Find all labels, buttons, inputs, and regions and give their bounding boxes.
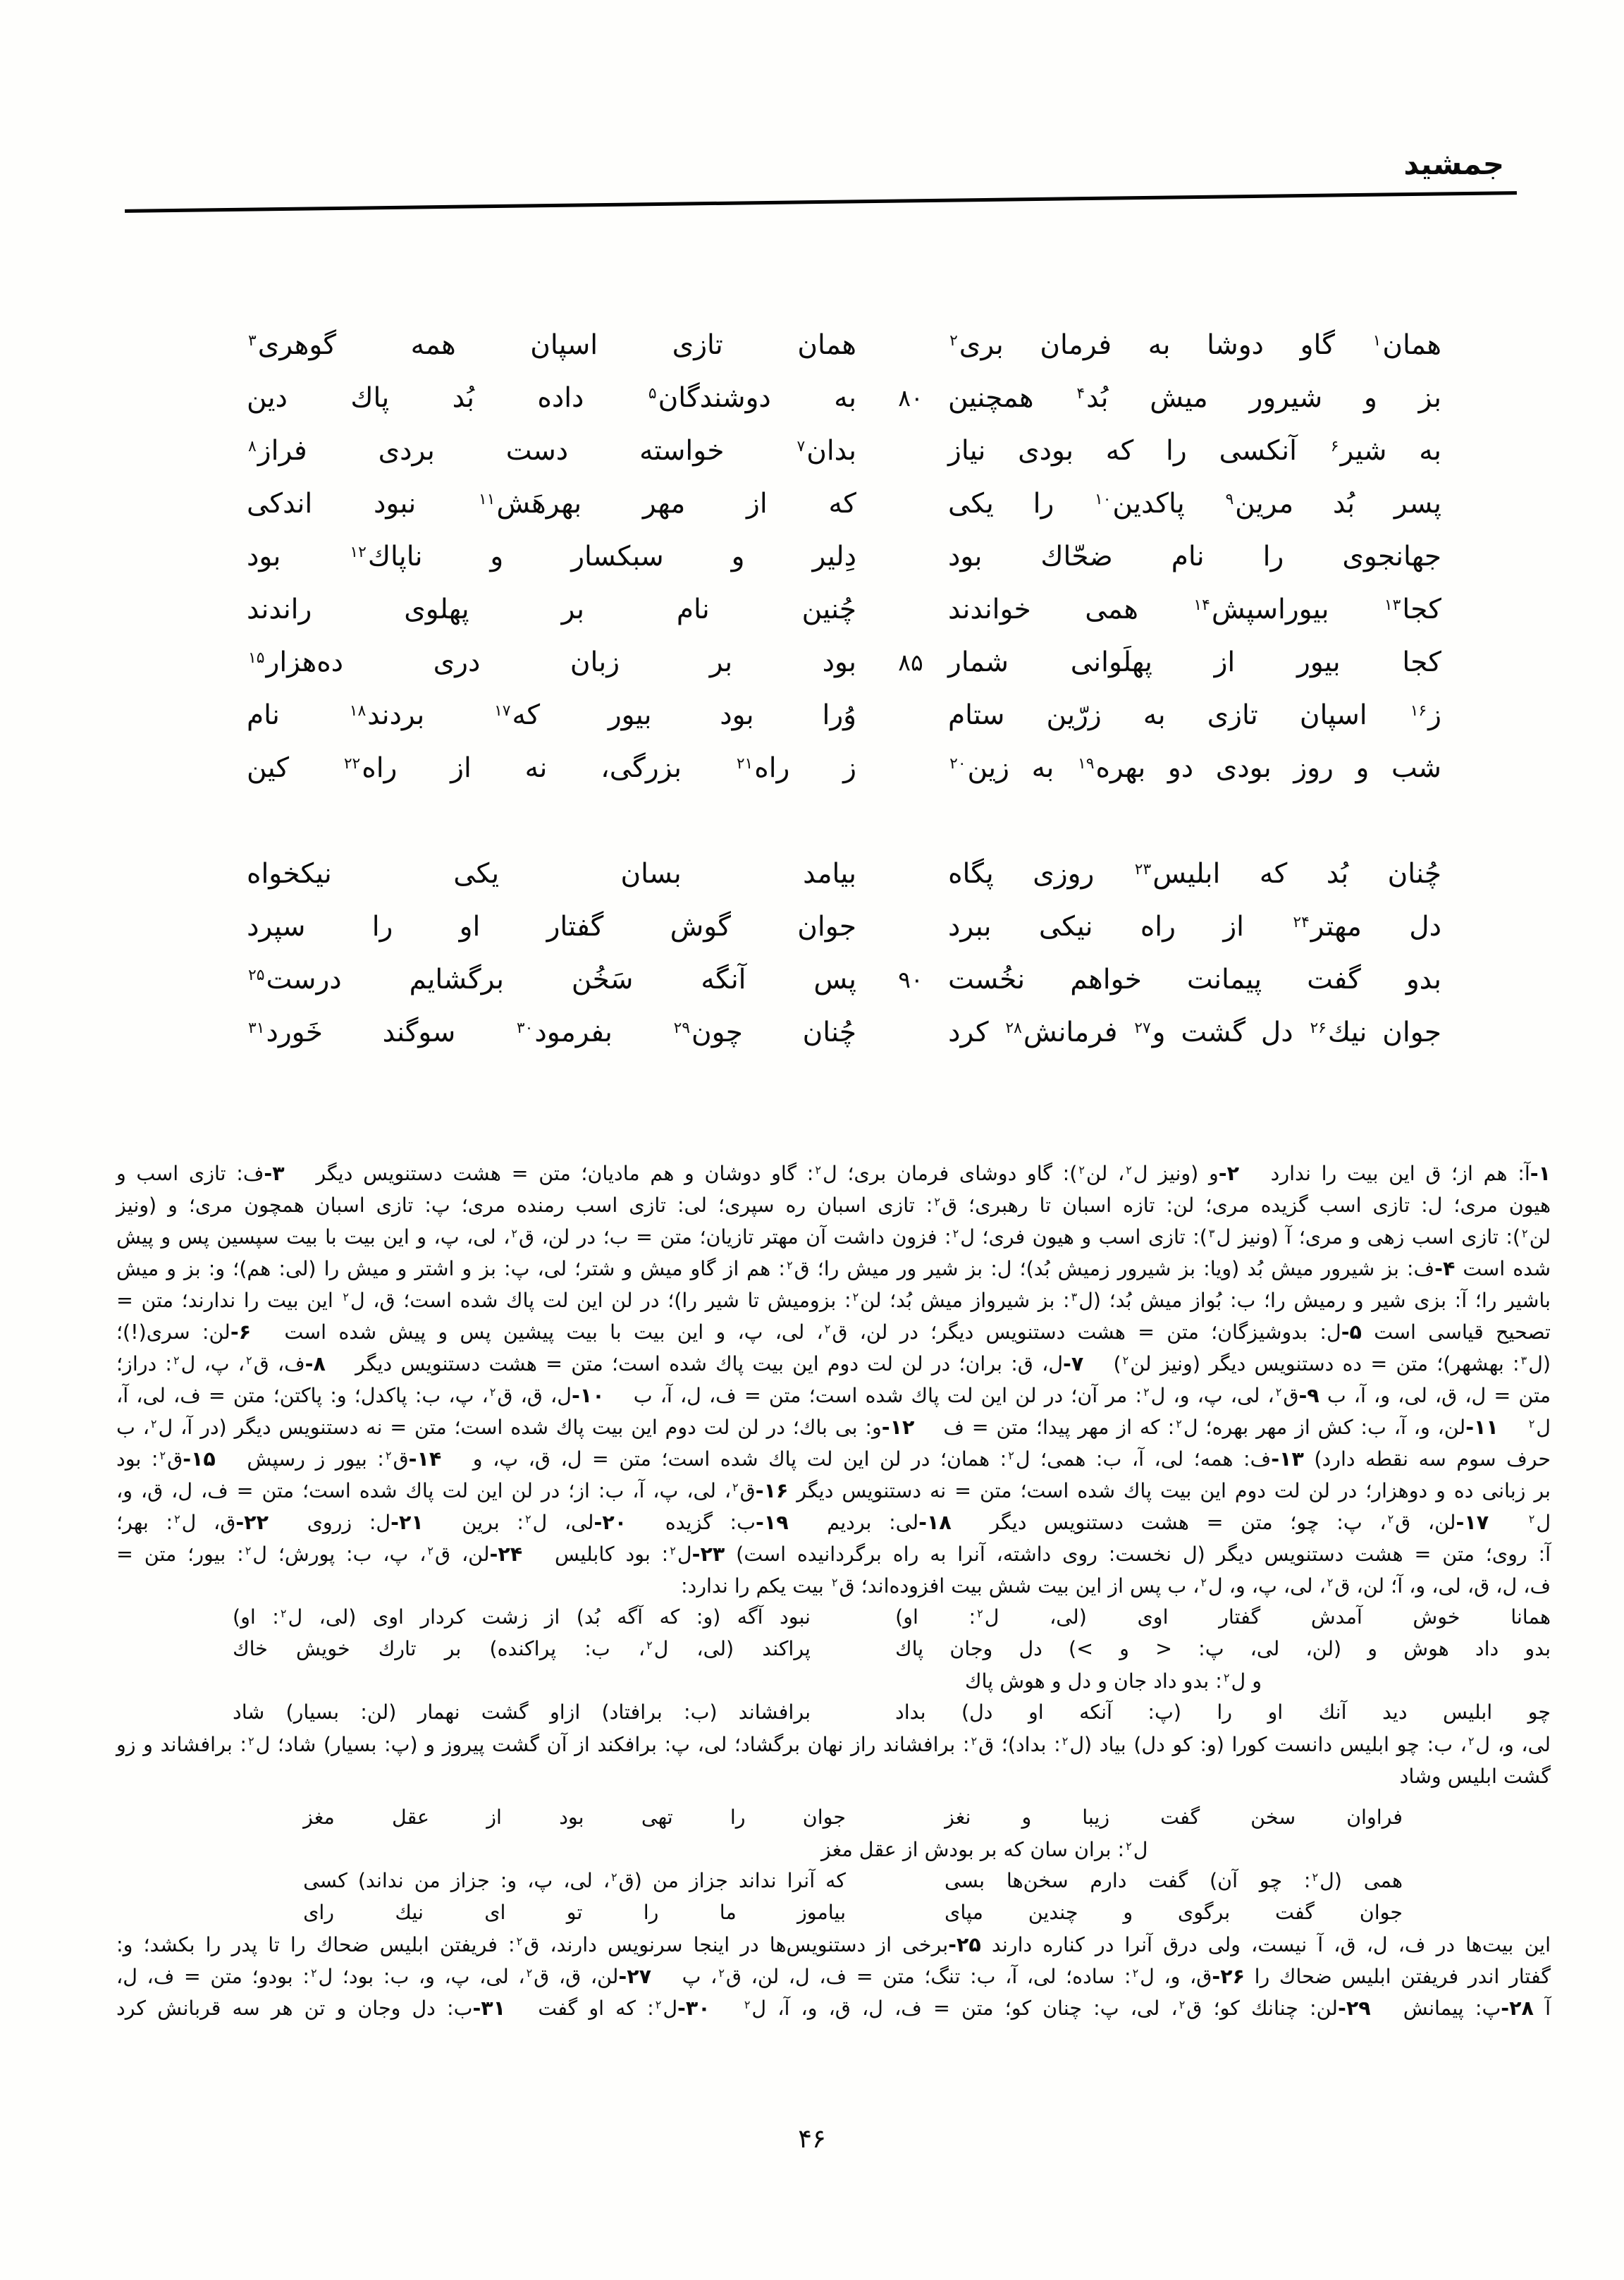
footnote-marker: ۴ [1076, 385, 1085, 403]
footnote-marker: ۲ [489, 1385, 496, 1399]
apparatus-note-number: ۱۱- [1465, 1416, 1499, 1439]
critical-apparatus [116, 1158, 1551, 2024]
footnote-marker: ۲ [245, 1544, 252, 1558]
verse-row [0, 847, 1624, 900]
apparatus-note-number: ۲۶- [1212, 1965, 1245, 1988]
footnote-marker: ۲ [934, 1195, 940, 1209]
footnote-marker: ۲ [815, 1163, 821, 1177]
hemistich-second: وُرا بود بیور که$^{۱۷}$ بردند$^{۱۸}$ نام [247, 699, 856, 731]
footnote-marker: ۲ [1387, 1512, 1394, 1526]
variant-hemistich-first: بدو داد هوش و (لن، لی، پ: < و >) دل وجان پاك [895, 1637, 1551, 1661]
verse-number: ۸۵ [898, 649, 923, 676]
apparatus-note-number: ۱۰- [571, 1384, 605, 1407]
apparatus-line: لی، و، ل$^۲$، ب: چو ابلیس دانست کورا (و: کو دل) بیاد (ل$^۲$: بداد)؛ ق$^۲$: برافشاند راز نهان برگشاد؛ لی، پ: برافکند از آن گشت پیروز و (پ: بسیار) شاد؛ ل$^۲$: برافشاند و زو [116, 1733, 1551, 1756]
apparatus-note-number: ۶- [230, 1320, 252, 1344]
apparatus-line: ل$^۲$ ۱۷-لن، ق$^۲$، پ: چو؛ متن = هشت دستنویس دیگر ۱۸-لی: بردیم ۱۹-ب: گزیده ۲۰-لی، ل$^۲$: برین ۲۱-ل: زروی ۲۲-ق، ل$^۲$: بهر؛ [116, 1511, 1551, 1534]
hemistich-second: بیامد بسان یکی نیکخواه [247, 858, 856, 890]
apparatus-note-number: ۱- [1530, 1162, 1551, 1185]
hemistich-first: جوان نیك$^{۲۶}$ دل گشت و$^{۲۷}$ فرمانش$^{۲۸}$ کرد [948, 1017, 1441, 1048]
verse-row [0, 319, 1624, 372]
apparatus-note-number: ۱۴- [408, 1447, 442, 1471]
footnote-marker: ۲ [1468, 1734, 1475, 1748]
apparatus-indent-line: ل$^۲$: بران سان که بر بودش از عقل مغز [821, 1838, 1148, 1861]
apparatus-line: باشیر را؛ آ: بزی شیر و رمیش را؛ ب: بُواز میش بُد؛ (ل$^۳$: بز شیرواز میش بُد؛ لن$^۲$: بزومیش تا شیر را)؛ در لن این لت پاك شده است؛ ق، ل$^۲$ این بیت را ندارند؛ متن = [116, 1289, 1551, 1312]
header-rule [125, 191, 1517, 213]
verse-row [0, 953, 1624, 1006]
footnote-marker: ۳۰ [516, 1019, 534, 1037]
footnote-marker: ۵ [648, 385, 657, 403]
footnote-marker: ۳ [1520, 1354, 1527, 1368]
verse-row [0, 530, 1624, 583]
footnote-marker: ۲۱ [736, 755, 753, 773]
footnote-marker: ۲ [646, 1638, 653, 1653]
apparatus-note-number: ۱۲- [881, 1416, 915, 1439]
variant-hemistich-second: پراکند (لی، ل$^۲$، ب: پراکنده) بر تارك خویش خاك [233, 1637, 811, 1661]
hemistich-first: جهانجوی را نام ضحّاك بود [948, 541, 1441, 572]
apparatus-line: ف، ل، ق، لی، و، آ؛ لن، ق$^۲$، لی، پ، و، ل$^۲$، ب پس از این بیت شش بیت افزوده‌اند؛ ق$^۲$ بیت یکم را ندارد: [680, 1574, 1551, 1598]
footnote-marker: ۲ [1143, 1385, 1150, 1399]
footnote-marker: ۲ [977, 1607, 983, 1621]
verse-row [0, 424, 1624, 477]
apparatus-note-number: ۱۵- [183, 1447, 216, 1471]
footnote-marker: ۲ [516, 1935, 523, 1949]
apparatus-note-number: ۵- [1341, 1320, 1362, 1344]
apparatus-line: ل$^۲$ ۱۱-لن، و، آ، ب: کش از مهر بهره؛ ل$^۲$: که از مهر پیدا؛ متن = ف ۱۲-و: بی باك؛ در لن لت دوم این بیت پاك شده است؛ متن = نه دستنویس دیگر (در آ، ل$^۲$، ب [116, 1416, 1551, 1439]
footnote-marker: ۲ [831, 1576, 838, 1590]
apparatus-line: لن$^۲$): تازی اسب زهی و مری؛ آ (ونیز ل$^۳$): تازی اسب و هیون فری؛ ل$^۲$: فزون داشت آن مهتر تازیان؛ متن = ب؛ در لن، ق$^۲$، لی، پ، و این بیت با بیت سپسین پس و پیش [116, 1225, 1551, 1249]
hemistich-second: چُنان چون$^{۲۹}$ بفرمود$^{۳۰}$ سوگند خَورد$^{۳۱}$ [248, 1017, 856, 1048]
apparatus-line: متن = ل، ق، لی، و، آ، ب ۹-ق$^۲$، لی، پ، و، ل$^۲$: مر آن؛ در لن این لت پاك شده است؛ متن = ف، ل، آ، ب ۱۰-ل، ق، ق$^۲$، پ، ب: پاکدل؛ و: پاکتن؛ متن = ف، لی، آ، [116, 1384, 1551, 1407]
footnote-marker: ۲ [310, 1966, 317, 1980]
footnote-marker: ۲ [1132, 1966, 1139, 1980]
hemistich-second: همان تازی اسپان همه گوهری$^۳$ [248, 329, 856, 361]
verse-row [0, 742, 1624, 795]
footnote-marker: ۲ [824, 1322, 831, 1336]
footnote-marker: ۸ [248, 438, 257, 455]
footnote-marker: ۲۲ [343, 755, 361, 773]
verse-row [0, 900, 1624, 953]
apparatus-note-number: ۲۹- [1337, 1997, 1371, 2020]
footnote-marker: ۲ [852, 1290, 859, 1304]
footnote-marker: ۲ [343, 1290, 349, 1304]
footnote-marker: ۷ [796, 438, 806, 455]
apparatus-note-number: ۳- [264, 1162, 285, 1185]
variant-hemistich-second: برافشاند (ب: برافتاد) ازاو گشت نهمار (لن: بسیار) شاد [233, 1700, 811, 1724]
footnote-marker: ۲ [1200, 1576, 1207, 1590]
apparatus-variant-verse [116, 1634, 1551, 1665]
footnote-marker: ۳ [1071, 1290, 1078, 1304]
footnote-marker: ۲ [174, 1512, 180, 1526]
apparatus-note-number: ۲۳- [691, 1543, 725, 1566]
footnote-marker: ۱۴ [1193, 596, 1210, 614]
hemistich-first: بز و شیرور میش بُد$^۴$ همچنین [948, 382, 1441, 414]
footnote-marker: ۲ [718, 1966, 725, 1980]
footnote-marker: ۲ [1327, 1576, 1334, 1590]
verse-row [0, 477, 1624, 530]
footnote-marker: ۲ [952, 1227, 959, 1241]
footnote-marker: ۲ [1528, 1417, 1535, 1431]
footnote-marker: ۲۸ [1005, 1019, 1022, 1037]
apparatus-variant-verse [116, 1802, 1551, 1834]
footnote-marker: ۲ [1179, 1998, 1186, 2012]
apparatus-line: بر زبانی ده و دوهزار؛ در لن لت دوم این بیت پاك شده است؛ متن = نه دستنویس دیگر ۱۶-ق$^۲$، لی، پ، آ، ب: از؛ در لن این لت پاك شده است؛ متن = ف، ل، ق، و، [116, 1479, 1551, 1502]
footnote-marker: ۲ [744, 1998, 751, 2012]
verse-number: ۹۰ [898, 966, 923, 993]
verse-row [0, 1006, 1624, 1059]
verse-row [0, 689, 1624, 742]
footnote-marker: ۲ [1275, 1385, 1282, 1399]
apparatus-line: ۱-آ: هم از؛ ق این بیت را ندارد ۲-و (ونیز ل$^۲$، لن$^۲$): گاو دوشای فرمان بری؛ ل$^۲$: گاو دوشان و هم مادیان؛ متن = هشت دستنویس دیگر ۳-ف: تازی اسب و [116, 1162, 1551, 1185]
footnote-marker: ۹ [1225, 491, 1234, 508]
apparatus-note-number: ۱۸- [918, 1511, 952, 1534]
footnote-marker: ۱۳ [1384, 596, 1401, 614]
apparatus-line: گفتار اندر فریفتن ابلیس ضحاك را ۲۶-ق، و، ل$^۲$: ساده؛ لی، آ، ب: تنگ؛ متن = ف، ل، لن، ق$^۲$، پ ۲۷-لن، ق، ق$^۲$، لی، پ، و، ب: بود؛ ل$^۲$: بودو؛ متن = ف، ل، [116, 1965, 1551, 1988]
footnote-marker: ۲ [786, 1258, 793, 1273]
footnote-marker: ۱۹ [1078, 755, 1095, 773]
hemistich-second: دِلیر و سبکسار و ناپاك$^{۱۲}$ بود [247, 541, 856, 572]
apparatus-variant-verse [116, 1697, 1551, 1729]
variant-hemistich-first: چو ابلیس دید آنك او را (پ: آنکه او دل) بداد [895, 1700, 1551, 1724]
footnote-marker: ۲ [1126, 1839, 1132, 1853]
footnote-marker: ۲ [1223, 1671, 1230, 1685]
apparatus-note-number: ۱۹- [755, 1511, 789, 1534]
apparatus-variant-verse [116, 1602, 1551, 1634]
footnote-marker: ۱۰ [1094, 491, 1112, 508]
footnote-marker: ۲ [1122, 1354, 1129, 1368]
footnote-marker: ۲ [670, 1544, 676, 1558]
apparatus-note-number: ۷- [1063, 1352, 1084, 1375]
apparatus-line: شده است ۴-ف: بز شیرور میش بُد (ویا: بز شیرور زمیش بُد)؛ ل: بز شیر ور میش را؛ ق$^۲$: هم از گاو میش و شتر؛ لی، پ: بز و اشتر و میش را (لی: هم)؛ و: بز و میش [116, 1257, 1551, 1280]
verse-number: ۸۰ [898, 384, 923, 412]
footnote-marker: ۳ [1208, 1227, 1215, 1241]
hemistich-second: که از مهر بهرهَش$^{۱۱}$ نبود اندکی [247, 488, 856, 520]
hemistich-second: چُنین نام بر پهلوی راندند [247, 594, 856, 625]
apparatus-note-number: ۱۶- [755, 1479, 789, 1502]
apparatus-line: آ ۲۸-پ: پیمانش ۲۹-لن: چنانك کو؛ ق$^۲$، لی، پ: چنان کو؛ متن = ف، ل، ق، و، آ، ل$^۲$ ۳۰-ل$^۲$: که او گفت ۳۱-ب: دل وجان و تن هر سه قربانش کرد [116, 1997, 1551, 2020]
footnote-marker: ۲۴ [1293, 914, 1310, 931]
footnote-marker: ۲ [1176, 1417, 1182, 1431]
apparatus-line: آ: روی؛ متن = هشت دستنویس دیگر (ل نخست: روی داشته، آنرا به راه برگردانیده است) ۲۳-ل$^۲$: بود کابلیس ۲۴-لن، ق$^۲$، پ، ب: پورش؛ ل$^۲$: بیور؛ متن = [116, 1543, 1551, 1566]
apparatus-note-number: ۱۳- [1271, 1447, 1304, 1471]
apparatus-line: این بیت‌ها در ف، ل، ق، آ نیست، ولی درق آنرا در کناره دارند ۲۵-برخی از دستنویس‌ها در اینجا سرنویس دارند، ق$^۲$: فریفتن ابلیس ضحاك را تا پدر را بکشد؛ و: [116, 1933, 1551, 1956]
footnote-marker: ۲ [511, 1227, 517, 1241]
variant-hemistich-second: جوان را تهی بود از عقل مغز [303, 1806, 846, 1829]
hemistich-first: همان$^۱$ گاو دوشا به فرمان بری$^۲$ [949, 329, 1441, 361]
footnote-marker: ۲ [159, 1449, 166, 1463]
footnote-marker: ۲ [385, 1449, 392, 1463]
verse-row [0, 372, 1624, 424]
footnote-marker: ۱۸ [349, 702, 367, 720]
footnote-marker: ۲ [1528, 1512, 1535, 1526]
page-number: ۴۶ [798, 2123, 826, 2154]
footnote-marker: ۲ [1126, 1163, 1132, 1177]
hemistich-first: دل مهتر$^{۲۴}$ از راه نیکی ببرد [948, 911, 1441, 943]
footnote-marker: ۲ [173, 1354, 180, 1368]
apparatus-variant-verse [116, 1897, 1551, 1929]
poetry-section [0, 319, 1624, 1059]
footnote-marker: ۱۷ [494, 702, 511, 720]
apparatus-line: تصحیح قیاسی است ۵-ل: بدوشیزگان؛ متن = هشت دستنویس دیگر؛ در لن، ق$^۲$، لی، پ، و این بیت با بیت پیشین پس و پیش شده است ۶-لن: سری(!)؛ [116, 1320, 1551, 1344]
footnote-marker: ۲۶ [1310, 1019, 1327, 1037]
apparatus-note-number: ۸- [304, 1352, 326, 1375]
footnote-marker: ۱ [1372, 332, 1382, 350]
hemistich-second: بدان$^۷$ خواسته دست بردی فراز$^۸$ [248, 435, 856, 467]
footnote-marker: ۲ [1008, 1449, 1014, 1463]
apparatus-note-number: ۲- [1218, 1162, 1239, 1185]
hemistich-first: بدو گفت پیمانت خواهم نخُست [948, 964, 1441, 995]
apparatus-note-number: ۳۱- [472, 1997, 506, 2020]
apparatus-note-number: ۲۱- [390, 1511, 424, 1534]
footnote-marker: ۳ [248, 332, 257, 350]
footnote-marker: ۲۰ [949, 755, 966, 773]
apparatus-indent-line: و ل$^۲$: بدو داد جان و دل و هوش پاك [965, 1669, 1262, 1693]
footnote-marker: ۱۵ [248, 649, 265, 667]
apparatus-line: (ل$^۳$: بهشهر)؛ متن = ده دستنویس دیگر (ونیز لن$^۲$) ۷-ل، ق: بران؛ در لن لت دوم این بیت پاك شده است؛ متن = هشت دستنویس دیگر ۸-ف، ق$^۲$، پ، ل$^۲$: دراز؛ [116, 1352, 1551, 1375]
hemistich-second: بود بر زبان دری ده‌هزار$^{۱۵}$ [248, 646, 856, 678]
footnote-marker: ۲۳ [1134, 861, 1152, 878]
hemistich-second: جوان گوش گفتار او را سپرد [247, 911, 856, 943]
apparatus-note-number: ۲۲- [235, 1511, 269, 1534]
footnote-marker: ۲ [248, 1734, 254, 1748]
footnote-marker: ۶ [1330, 438, 1339, 455]
footnote-marker: ۲ [611, 1870, 617, 1884]
variant-hemistich-second: نبود آگه (و: که آگه بُد) از زشت کردار اوی (لی، ل$^۲$: او) [233, 1605, 811, 1629]
verse-row [0, 583, 1624, 636]
apparatus-line: هیون مری؛ ل: تازی اسب گزیده مری؛ لن: تازه اسبان تا رهبری؛ ق$^۲$: تازی اسبان ره سپری؛ لی: تازی اسب رمنده مری؛ پ: تازی اسبان همچون مری؛ و (ونیز [116, 1194, 1551, 1217]
hemistich-first: کجا بیور از پهلَوانی شمار [948, 646, 1441, 678]
hemistich-second: ز راه$^{۲۱}$ بزرگی، نه از راه$^{۲۲}$ کین [247, 752, 856, 784]
footnote-marker: ۲ [655, 1998, 662, 2012]
apparatus-variant-verse [116, 1865, 1551, 1897]
variant-hemistich-first: همانا خوش آمدش گفتار اوی (لی، ل$^۲$: او) [895, 1605, 1551, 1629]
running-header-title: جمشید [1403, 147, 1504, 181]
apparatus-note-number: ۳۰- [677, 1997, 710, 2020]
apparatus-note-number: ۲۸- [1501, 1997, 1534, 2020]
footnote-marker: ۲ [150, 1417, 157, 1431]
verse-row [0, 636, 1624, 689]
hemistich-first: چُنان بُد که ابلیس$^{۲۳}$ روزی پگاه [948, 858, 1441, 890]
hemistich-first: شب و روز بودی دو بهره$^{۱۹}$ به زین$^{۲۰}$ [949, 752, 1441, 784]
footnote-marker: ۳۱ [248, 1019, 265, 1037]
footnote-marker: ۲ [524, 1512, 531, 1526]
footnote-marker: ۲ [427, 1544, 433, 1558]
hemistich-first: پسر بُد مرین$^۹$ پاکدین$^{۱۰}$ را یکی [948, 488, 1441, 520]
footnote-marker: ۲ [280, 1607, 287, 1621]
footnote-marker: ۲۹ [673, 1019, 691, 1037]
apparatus-note-number: ۲۴- [489, 1543, 523, 1566]
apparatus-note-number: ۲۷- [618, 1965, 652, 1988]
hemistich-second: پس آنگه سَخُن برگشایم درست$^{۲۵}$ [248, 964, 856, 995]
footnote-marker: ۱۶ [1410, 702, 1427, 720]
footnote-marker: ۲ [971, 1734, 978, 1748]
footnote-marker: ۱۱ [478, 491, 496, 508]
variant-hemistich-first: فراوان سخن گفت زیبا و نغز [945, 1806, 1403, 1829]
apparatus-note-number: ۹- [1298, 1384, 1320, 1407]
apparatus-note-number: ۲۵- [948, 1933, 981, 1956]
variant-hemistich-second: بیاموز ما را تو ای نیك رای [303, 1901, 846, 1925]
apparatus-note-number: ۱۷- [1456, 1511, 1489, 1534]
hemistich-first: به شیر$^۶$ آنکسی را که بودی نیاز [948, 435, 1441, 467]
variant-hemistich-second: که آنرا نداند جزاز من (ق$^۲$، لی، پ، و: جزاز من نداند) کسی [303, 1869, 846, 1893]
footnote-marker: ۲۷ [1134, 1019, 1151, 1037]
apparatus-indent-line: گشت ابلیس وشاد [1399, 1765, 1551, 1788]
apparatus-note-number: ۴- [1434, 1257, 1456, 1280]
hemistich-first: کجا$^{۱۳}$ بیوراسپش$^{۱۴}$ همی خواندند [948, 594, 1441, 625]
footnote-marker: ۲ [246, 1354, 252, 1368]
apparatus-line: حرف سوم سه نقطه دارد) ۱۳-ف: همه؛ لی، آ، ب: همی؛ ل$^۲$: همان؛ در لن این لت پاك شده است؛ متن = ل، ق، پ، و ۱۴-ق$^۲$: بیور ز رسپش ۱۵-ق$^۲$: بود [116, 1447, 1551, 1471]
footnote-marker: ۲ [1062, 1734, 1069, 1748]
footnote-marker: ۲ [526, 1966, 533, 1980]
footnote-marker: ۲ [732, 1481, 739, 1495]
apparatus-note-number: ۲۰- [593, 1511, 627, 1534]
variant-hemistich-first: همی (ل$^۲$: چو آن) گفت دارم سخن‌ها بسی [945, 1869, 1403, 1893]
footnote-marker: ۲ [1522, 1227, 1528, 1241]
hemistich-first: ز$^{۱۶}$ اسپان تازی به زرّین ستام [948, 699, 1441, 731]
footnote-marker: ۲ [1312, 1870, 1319, 1884]
footnote-marker: ۲۵ [248, 967, 265, 984]
variant-hemistich-first: جوان گفت برگوی و چندین مپای [945, 1901, 1403, 1925]
footnote-marker: ۲ [1078, 1163, 1085, 1177]
poetry-stanza-gap [0, 795, 1624, 847]
footnote-marker: ۱۲ [350, 544, 367, 561]
footnote-marker: ۲ [949, 332, 958, 350]
hemistich-second: به دوشندگان$^۵$ داده بُد پاك دین [247, 382, 856, 414]
